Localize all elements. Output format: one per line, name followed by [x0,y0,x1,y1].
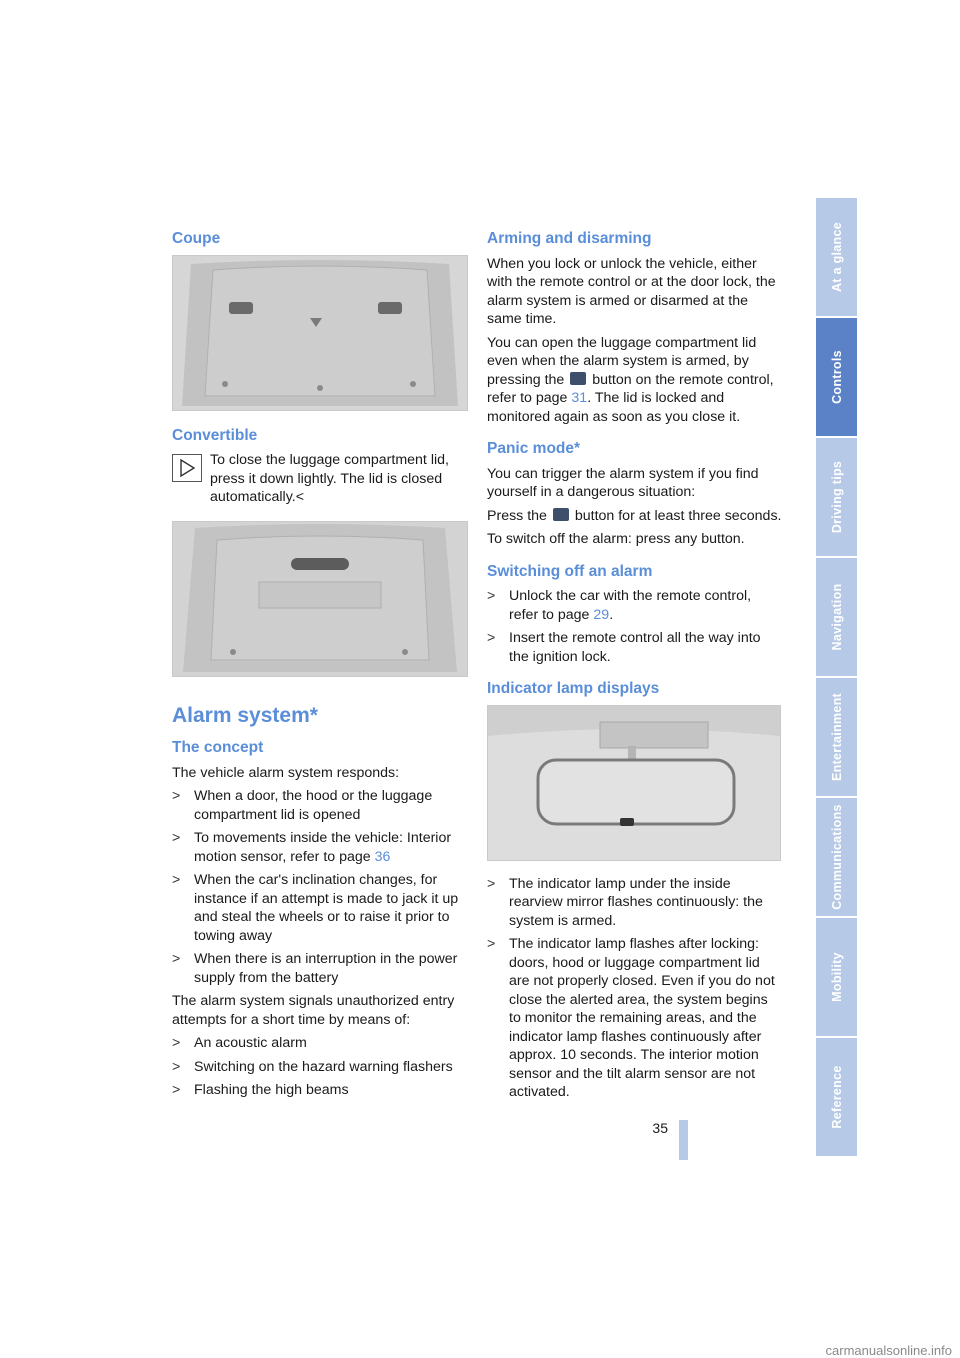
tab-communications[interactable]: Communications [816,798,857,916]
right-column [487,230,783,1107]
convertible-tip [172,451,468,507]
switch-item: > Insert the remote control all the way into the ignition lock. [487,630,761,665]
page-number: 35 [652,1120,668,1136]
tab-mobility[interactable]: Mobility [816,918,857,1036]
panic-paragraph-2: Press the button for at least three seconds. [487,507,782,524]
panic-paragraph-1: You can trigger the alarm system if you find yourself in a dangerous situation: [487,465,759,500]
responds-item: > When a door, the hood or the luggage compartment lid is opened [172,788,433,823]
alarm-system-heading: Alarm system* [172,703,318,727]
rearview-mirror-photo [487,705,781,861]
convertible-heading: Convertible [172,426,258,444]
watermark: carmanualsonline.info [825,1343,952,1358]
left-column [172,230,468,1105]
panic-paragraph-3: To switch off the alarm: press any button. [487,531,745,547]
arming-heading: Arming and disarming [487,230,652,247]
page-ref-link[interactable]: 31 [571,390,588,406]
tab-reference[interactable]: Reference [816,1038,857,1156]
panic-button-icon [553,508,569,521]
tab-navigation[interactable]: Navigation [816,558,857,676]
signals-item: > Switching on the hazard warning flashers [172,1058,453,1075]
switch-off-heading: Switching off an alarm [487,562,653,580]
concept-heading: The concept [172,739,264,756]
note-triangle-icon [172,454,202,482]
convertible-trunk-photo [172,521,468,677]
page-ref-link[interactable]: 29 [593,606,610,623]
tab-controls[interactable]: Controls [816,318,857,436]
tab-entertainment[interactable]: Entertainment [816,678,857,796]
tab-driving-tips[interactable]: Driving tips [816,438,857,556]
tip-end-mark: < [295,489,304,505]
panic-heading: Panic mode* [487,440,581,457]
arming-paragraph-1: When you lock or unlock the vehicle, either with the remote control or at the door lock, the alarm system is armed or disarmed at the same time. [487,255,776,327]
panic-button-icon [570,372,586,385]
section-tabs [816,198,857,1160]
tab-at-a-glance[interactable]: At a glance [816,198,857,316]
responds-item: > When there is an interruption in the power supply from the battery [172,951,458,986]
arming-paragraph-2: You can open the luggage compartment lid even when the alarm system is armed, by pressing the button on the remote control, refer to page 31. The lid is locked and monitored again as soon as you close it. [487,334,774,425]
indicator-item: > The indicator lamp flashes after locking: doors, hood or luggage compartment lid are not properly closed. Even if you do not close the alerted area, the system begins to monitor the remaining areas, and the indicator lamp flashes continuously after approx. 10 seconds. The interior motion sensor and the tilt alarm sensor are not activated. [487,936,775,1100]
signals-intro: The alarm system signals unauthorized entry attempts for a short time by means of: [172,993,455,1028]
switch-item: > Unlock the car with the remote control, refer to page 29. [487,588,752,623]
indicator-heading: Indicator lamp displays [487,680,660,697]
signals-item: > An acoustic alarm [172,1035,307,1051]
responds-item: > When the car's inclination changes, for instance if an attempt is made to jack it up and steal the wheels or to raise it prior to towing away [172,872,459,944]
convertible-tip-text: To close the luggage compartment lid, press it down lightly. The lid is closed automatically. [210,452,449,505]
indicator-item: > The indicator lamp under the inside rearview mirror flashes continuously: the system is armed. [487,875,763,929]
responds-item: > To movements inside the vehicle: Interior motion sensor, refer to page 36 [172,830,452,865]
concept-intro: The vehicle alarm system responds: [172,764,400,781]
coupe-trunk-photo [172,255,468,411]
page-ref-link[interactable]: 36 [374,848,391,865]
coupe-heading: Coupe [172,230,221,247]
signals-item: > Flashing the high beams [172,1082,349,1098]
page-marker-bar [679,1120,688,1160]
